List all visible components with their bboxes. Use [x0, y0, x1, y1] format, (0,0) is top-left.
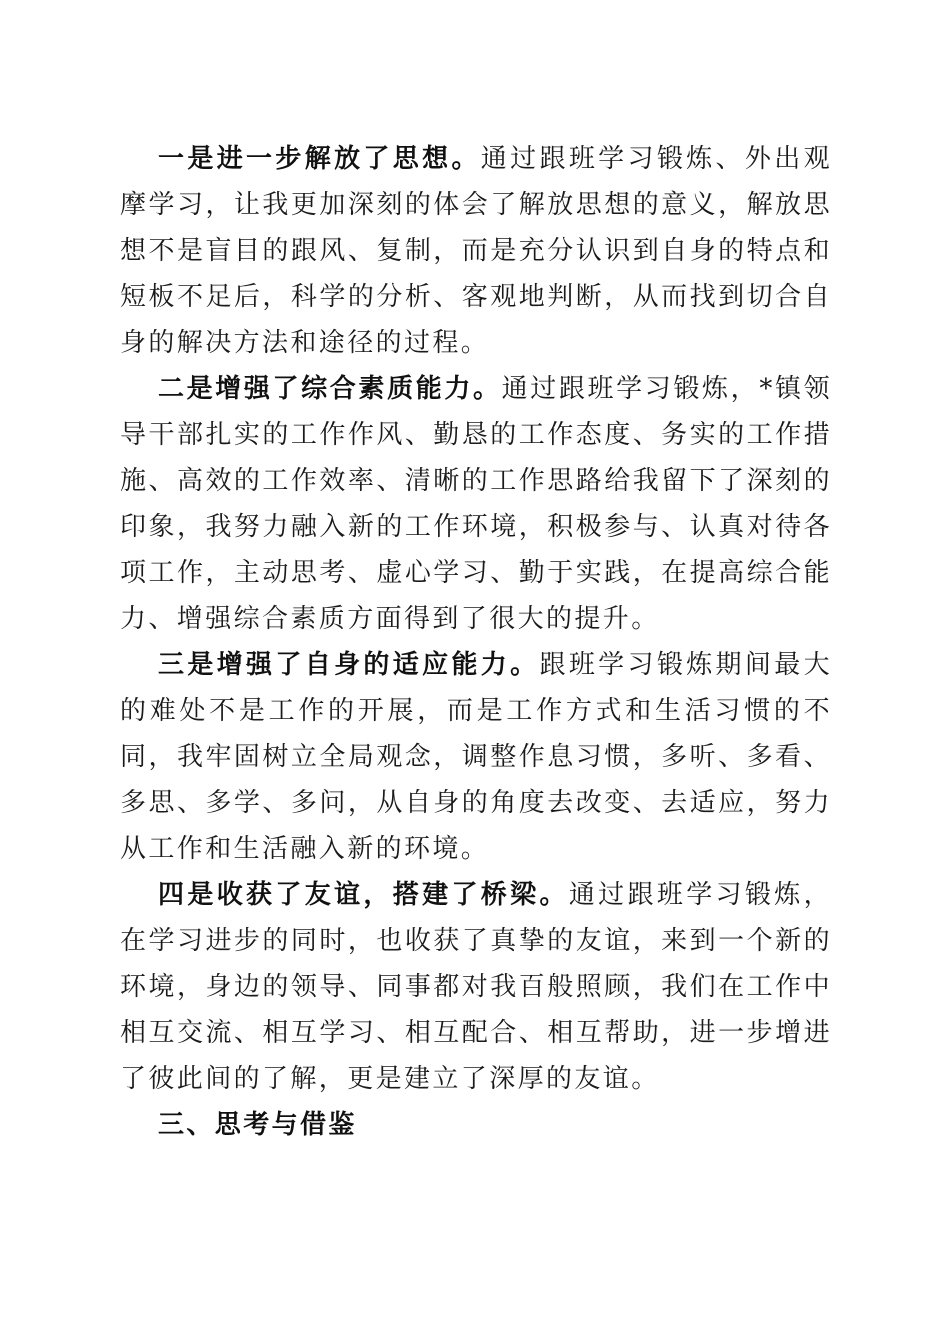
paragraph-4-body: 通过跟班学习锻炼，在学习进步的同时，也收获了真挚的友谊，来到一个新的环境，身边的领导、同事都对我百般照顾，我们在工作中相互交流、相互学习、相互配合、相互帮助，进一步增进了彼此间的了解，更是建立了深厚的友谊。 [120, 880, 832, 1094]
paragraph-3-lead: 三是增强了自身的适应能力。 [158, 650, 540, 680]
paragraph-2-body: 通过跟班学习锻炼，*镇领导干部扎实的工作作风、勤恳的工作态度、务实的工作措施、高效的工作效率、清晰的工作思路给我留下了深刻的印象，我努力融入新的工作环境，积极参与、认真对待各项工作，主动思考、虚心学习、勤于实践，在提高综合能力、增强综合素质方面得到了很大的提升。 [120, 374, 832, 634]
paragraph-3-body: 跟班学习锻炼期间最大的难处不是工作的开展，而是工作方式和生活习惯的不同，我牢固树立全局观念，调整作息习惯，多听、多看、多思、多学、多问，从自身的角度去改变、去适应，努力从工作和生活融入新的环境。 [120, 650, 832, 864]
paragraph-2-lead: 二是增强了综合素质能力。 [158, 374, 502, 404]
paragraph-1 [120, 136, 832, 366]
document-body [120, 136, 832, 1148]
paragraph-3 [120, 642, 832, 872]
paragraph-4 [120, 872, 832, 1102]
paragraph-4-lead: 四是收获了友谊，搭建了桥梁。 [158, 880, 569, 910]
paragraph-1-lead: 一是进一步解放了思想。 [158, 144, 481, 174]
paragraph-1-body: 通过跟班学习锻炼、外出观摩学习，让我更加深刻的体会了解放思想的意义，解放思想不是盲目的跟风、复制，而是充分认识到自身的特点和短板不足后，科学的分析、客观地判断，从而找到切合自身的解决方法和途径的过程。 [120, 144, 832, 358]
paragraph-2 [120, 366, 832, 642]
section-heading: 三、思考与借鉴 [158, 1110, 357, 1140]
